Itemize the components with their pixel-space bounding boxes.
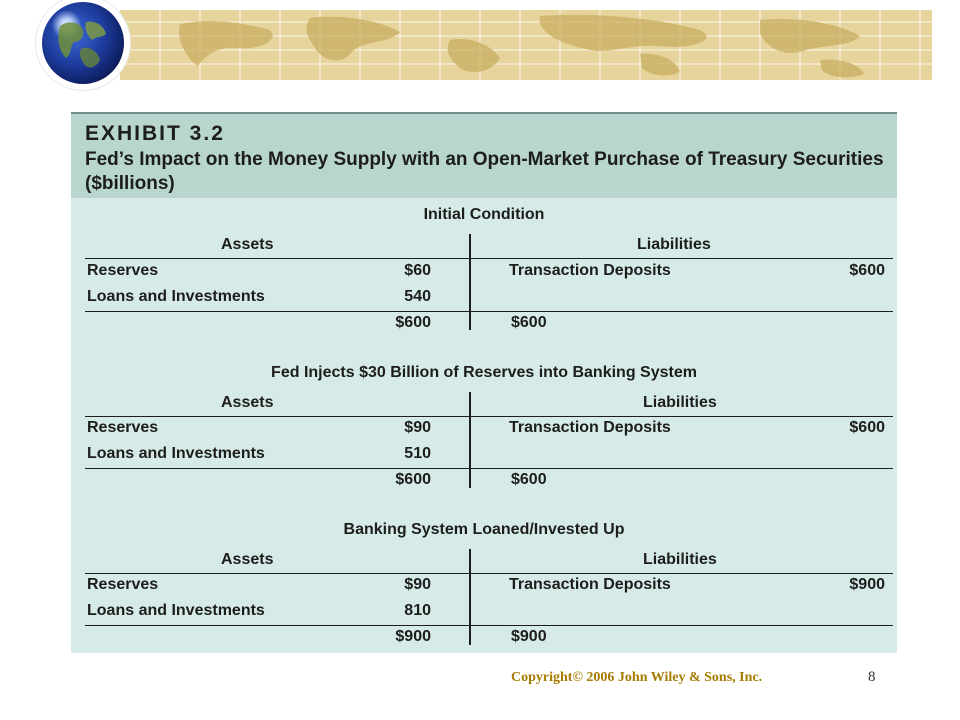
total-liabilities: $600: [511, 471, 547, 488]
asset-label: Reserves: [87, 262, 159, 279]
asset-value: $90: [404, 576, 431, 593]
liability-value: $600: [849, 262, 885, 279]
section-title: Initial Condition: [423, 206, 545, 223]
asset-value: 540: [404, 288, 431, 305]
globe-continents: [52, 16, 114, 74]
header-rule: [85, 258, 893, 259]
exhibit-header: [71, 112, 897, 198]
page-number: 8: [868, 669, 876, 685]
header-rule: [85, 416, 893, 417]
section-title: Banking System Loaned/Invested Up: [343, 521, 625, 538]
asset-label: Loans and Investments: [87, 288, 265, 305]
assets-header: Assets: [221, 394, 274, 411]
liabilities-header: Liabilities: [637, 236, 711, 253]
liabilities-header: Liabilities: [643, 551, 717, 568]
total-rule: [85, 468, 893, 469]
total-assets: $900: [395, 628, 431, 645]
column-divider: [469, 392, 471, 488]
copyright-notice: Copyright© 2006 John Wiley & Sons, Inc.: [511, 670, 763, 685]
globe-icon: [42, 2, 124, 84]
liabilities-header: Liabilities: [643, 394, 717, 411]
total-rule: [85, 311, 893, 312]
asset-label: Reserves: [87, 419, 159, 436]
assets-header: Assets: [221, 236, 274, 253]
assets-header: Assets: [221, 551, 274, 568]
total-assets: $600: [395, 314, 431, 331]
asset-label: Loans and Investments: [87, 602, 265, 619]
asset-label: Loans and Investments: [87, 445, 265, 462]
column-divider: [469, 549, 471, 645]
world-map-grid: [120, 10, 932, 80]
liability-label: Transaction Deposits: [509, 419, 671, 436]
asset-label: Reserves: [87, 576, 159, 593]
asset-value: 810: [404, 602, 431, 619]
liability-label: Transaction Deposits: [509, 576, 671, 593]
asset-value: $90: [404, 419, 431, 436]
total-liabilities: $600: [511, 314, 547, 331]
exhibit-label: EXHIBIT 3.2: [85, 122, 225, 145]
total-rule: [85, 625, 893, 626]
liability-label: Transaction Deposits: [509, 262, 671, 279]
exhibit-panel: [71, 112, 897, 653]
total-liabilities: $900: [511, 628, 547, 645]
header-banner: [120, 10, 932, 80]
column-divider: [469, 234, 471, 330]
asset-value: 510: [404, 445, 431, 462]
exhibit-title: Fed’s Impact on the Money Supply with an Open-Market Purchase of Treasury Securities ($billions): [85, 149, 884, 194]
total-assets: $600: [395, 471, 431, 488]
liability-value: $600: [849, 419, 885, 436]
asset-value: $60: [404, 262, 431, 279]
liability-value: $900: [849, 576, 885, 593]
section-title: Fed Injects $30 Billion of Reserves into Banking System: [271, 364, 697, 381]
header-rule: [85, 573, 893, 574]
